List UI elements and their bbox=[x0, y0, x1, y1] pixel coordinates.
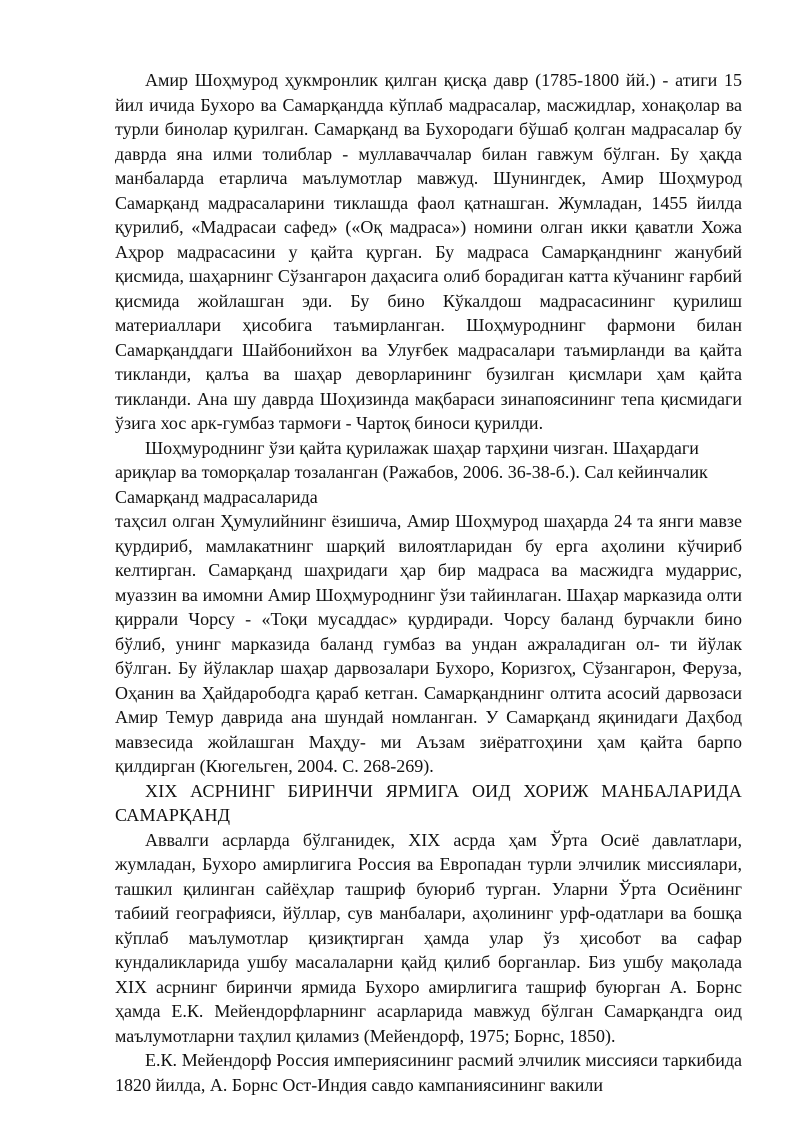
paragraph-shahmurod-reign: Амир Шоҳмурод ҳукмронлик қилган қисқа давр (1785-1800 йй.) - атиги 15 йил ичида Бухоро ва Самарқандда кўплаб мадрасалар, масжидлар, хонақолар ва турли бинолар қурилган. Самарқанд ва Бухородаги бўшаб қолган мадрасалар бу даврда яна илми толиблар - муллаваччалар билан гавжум бўлган. Бу ҳақда манбаларда етарлича маълумотлар мавжуд. Шунингдек, Амир Шоҳмурод Самарқанд мадрасаларини тиклашда фаол қатнашган. Жумладан, 1455 йилда қурилиб, «Мадрасаи сафед» («Оқ мадраса») номини олган икки қаватли Хожа Аҳрор мадрасасини у қайта қурган. Бу мадраса Самарқанднинг жанубий қисмида, шаҳарнинг Сўзангарон даҳасига олиб борадиган катта кўчанинг ғарбий қисмида жойлашган эди. Бу бино Кўкалдош мадрасасининг қурилиш материаллари ҳисобига таъмирланган. Шоҳмуроднинг фармони билан Самарқанддаги Шайбонийхон ва Улуғбек мадрасалари таъмирланди ва қайта тикланди, қалъа ва шаҳар деворларининг бузилган қисмлари ҳам қайта тикланди. Ана шу даврда Шоҳизинда мақбараси зинапоясининг тепа қисмидаги ўзига хос арк-гумбаз тармоғи - Чартоқ биноси қурилди. bbox=[115, 70, 742, 433]
section-heading: XIX АСРНИНГ БИРИНЧИ ЯРМИГА ОИД ХОРИЖ МАНБАЛАРИДА САМАРҚАНД bbox=[115, 780, 742, 825]
paragraph-foreign-missions: Аввалги асрларда бўлганидек, XIX асрда ҳам Ўрта Осиё давлатлари, жумладан, Бухоро амирлигига Россия ва Европадан турли элчилик миссиялари, ташкил қилинган сайёҳлар ташриф буюриб турган. Уларни Ўрта Осиёнинг табиий географияси, йўллар, сув манбалари, аҳолининг урф-одатлари ва бошқа кўплаб маълумотлар қизиқтирган ҳамда улар ўз ҳисобот ва сафар кундаликларида ушбу масалаларни қайд қилиб борганлар. Биз ушбу мақолада XIX асрнинг биринчи ярмида Бухоро амирлигига ташриф буюрган А. Борнс ҳамда Е.К. Мейендорфларнинг асарларида мавжуд бўлган Самарқандга оид маълумотларни таҳлил қиламиз (Мейендорф, 1975; Борнс, 1850). bbox=[115, 829, 742, 1046]
paragraph-humuliy-account: таҳсил олган Ҳумулийнинг ёзишича, Амир Шоҳмурод шаҳарда 24 та янги мавзе қурдириб, мамлакатнинг шарқий вилоятларидан бу ерга аҳолини кўчириб келтирган. Самарқанд шаҳридаги ҳар бир мадраса ва масжидга мударрис, муаззин ва имомни Амир Шоҳмуроднинг ўзи тайинлаган. Шаҳар марказида олти қиррали Чорсу - «Тоқи мусаддас» қурдиради. Чорсу баланд бурчакли бино бўлиб, унинг марказида баланд гумбаз ва ундан ажраладиган ол- ти йўлак бўлган. Бу йўлаклар шаҳар дарвозалари Бухоро, Коризгоҳ, Сўзангарон, Феруза, Оҳанин ва Ҳайдарободга қараб кетган. Самарқанднинг олтита асосий дарвозаси Амир Темур даврида ана шундай номланган. У Самарқанд яқинидаги Даҳбод мавзесида жойлашган Маҳду- ми Аъзам зиёратгоҳини ҳам қайта барпо қилдирган (Кюгельген, 2004. С. 268-269). bbox=[115, 511, 742, 776]
paragraph-meyendorf-burnes: Е.К. Мейендорф Россия империясининг расмий элчилик миссияси таркибида 1820 йилда, А. Борнс Ост-Индия савдо кампаниясининг вакили bbox=[115, 1050, 742, 1095]
paragraph-city-plan: Шоҳмуроднинг ўзи қайта қурилажак шаҳар тарҳини чизган. Шаҳардаги ариқлар ва томорқалар тозаланган (Ражабов, 2006. 36-38-б.). Сал кейинчалик Самарқанд мадрасаларида bbox=[115, 437, 708, 507]
document-body bbox=[115, 68, 742, 1097]
